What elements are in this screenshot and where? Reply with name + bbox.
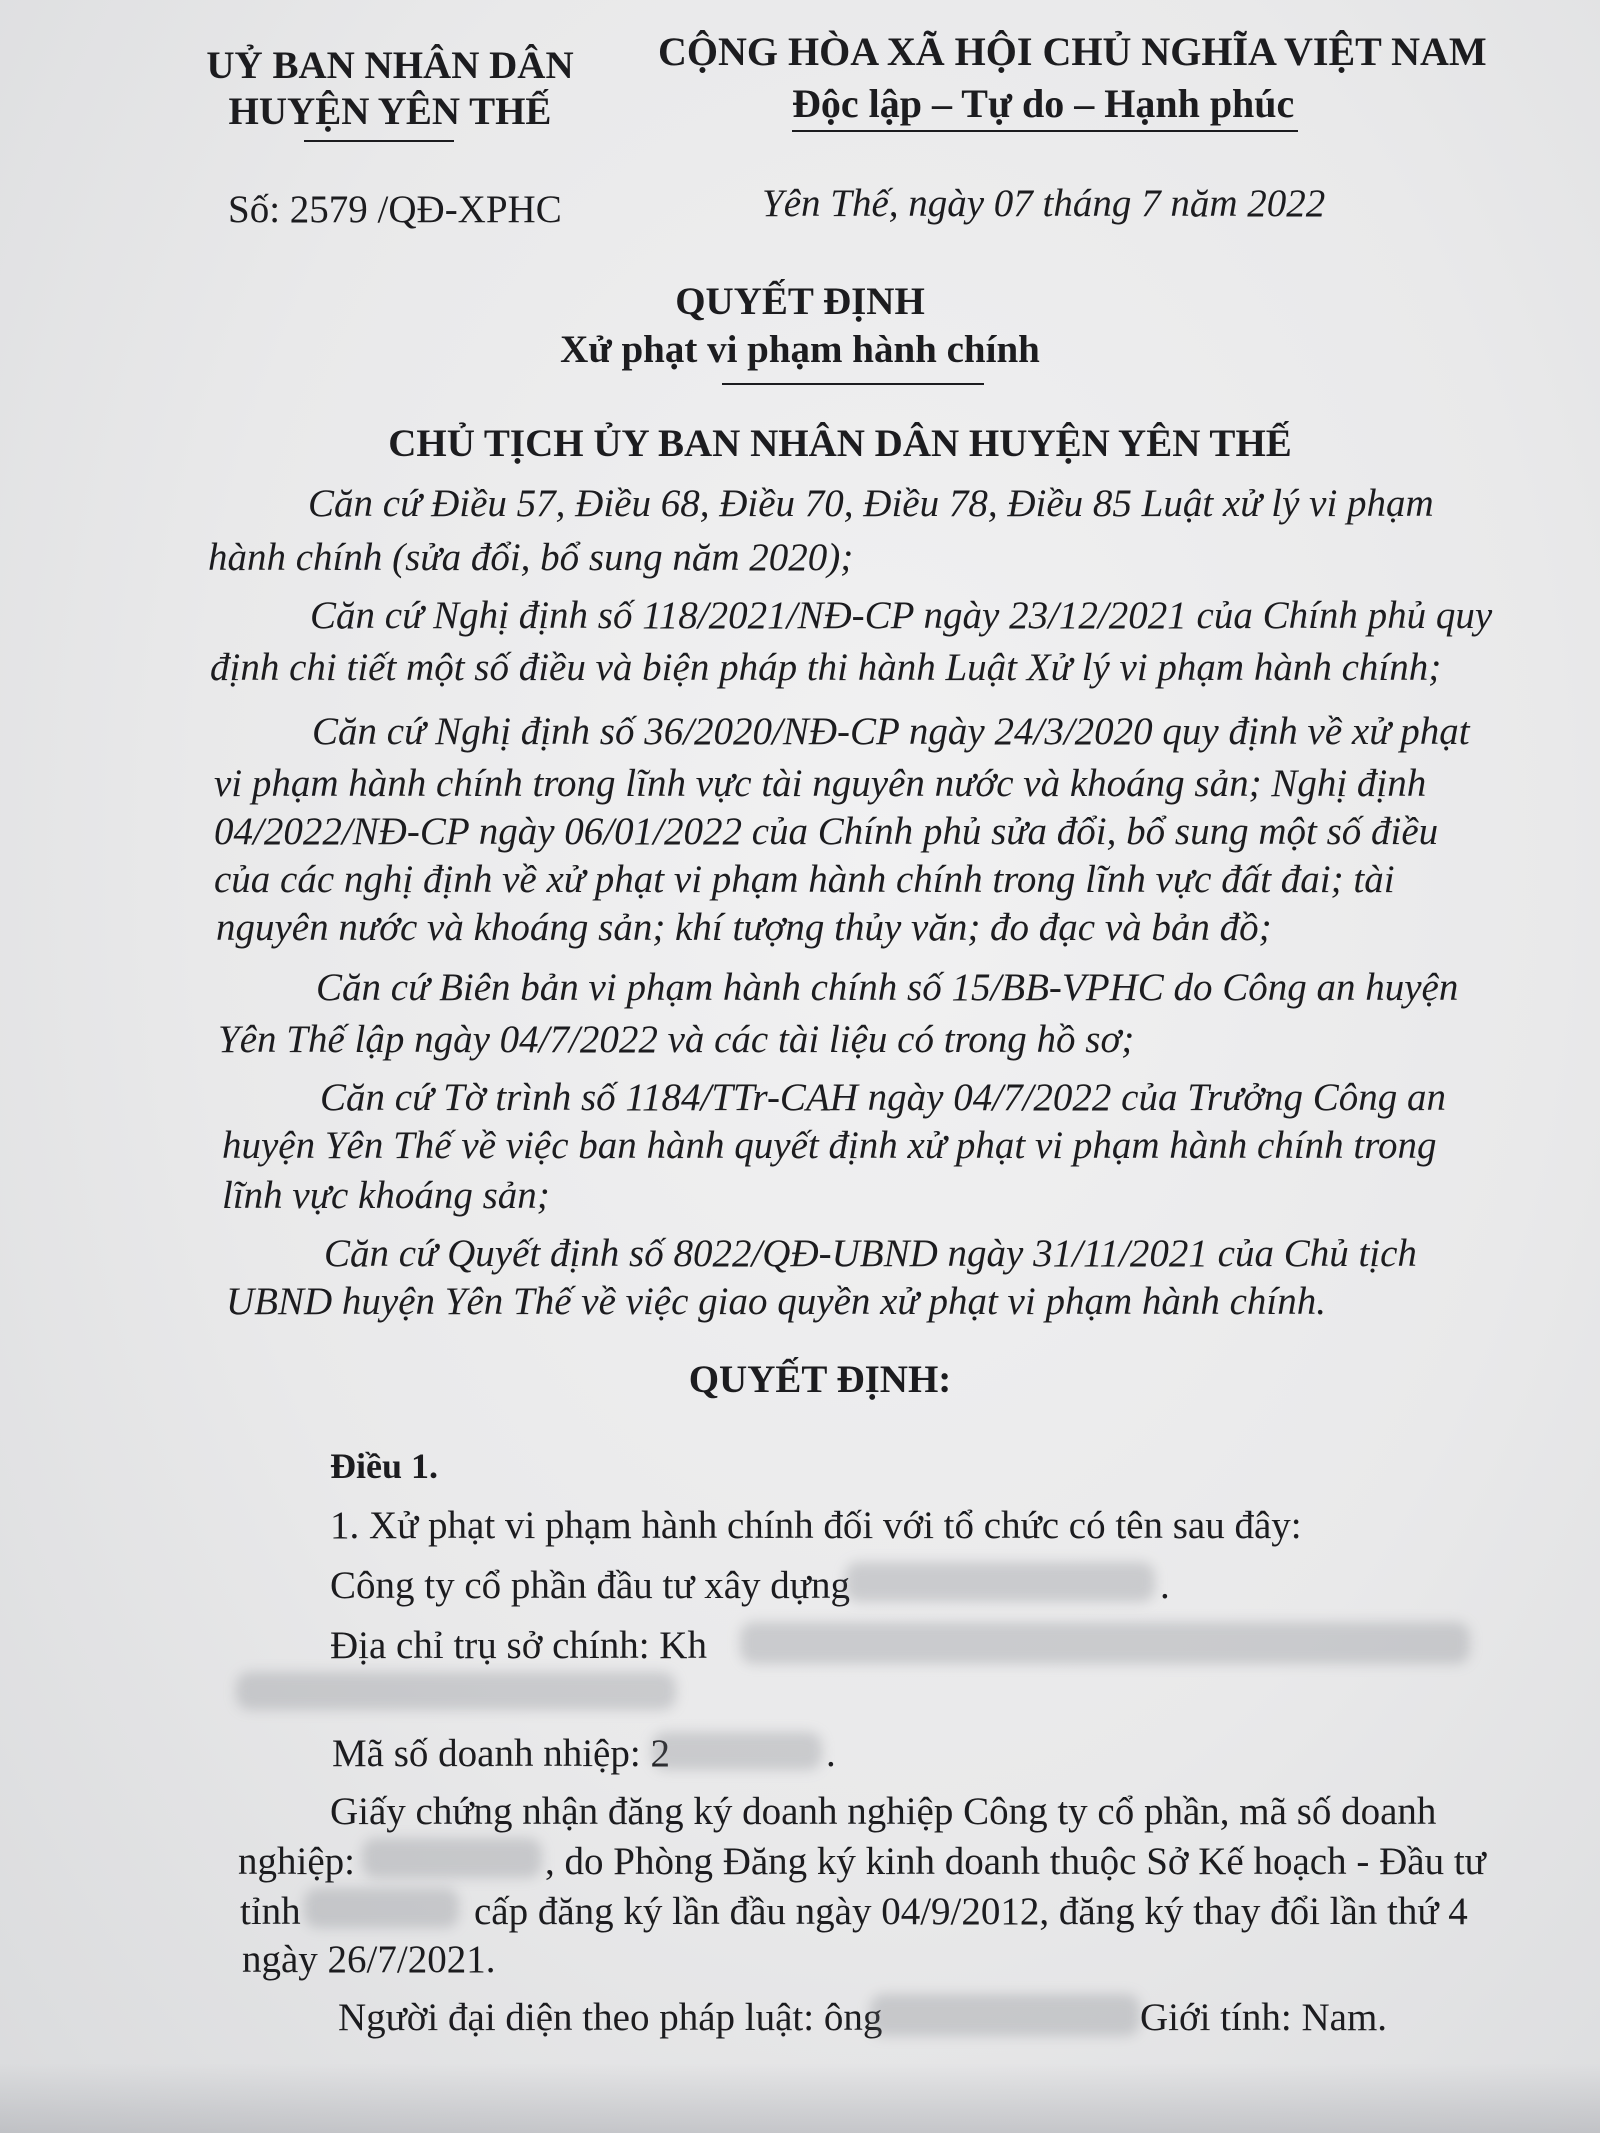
preamble-line: lĩnh vực khoáng sản; [222,1174,550,1217]
redacted-cert-code [362,1838,542,1878]
redacted-company-name [845,1562,1155,1602]
preamble-line: Căn cứ Nghị định số 36/2020/NĐ-CP ngày 24/3/2020 quy định về xử phạt [312,710,1470,753]
preamble-line: UBND huyện Yên Thế về việc giao quyền xử phạt vi phạm hành chính. [226,1280,1326,1323]
nation-line1: CỘNG HÒA XÃ HỘI CHỦ NGHĨA VIỆT NAM [658,29,1487,74]
place-date: Yên Thế, ngày 07 tháng 7 năm 2022 [762,182,1326,225]
company-label: Công ty cổ phần đầu tư xây dựng [330,1564,850,1607]
agency-line1: UỶ BAN NHÂN DÂN [206,44,574,87]
preamble-line: Căn cứ Quyết định số 8022/QĐ-UBND ngày 31/11/2021 của Chủ tịch [324,1232,1417,1275]
company-period: . [1160,1564,1170,1607]
rep-label: Người đại diện theo pháp luật: ông [338,1996,883,2039]
preamble-line: của các nghị định về xử phạt vi phạm hành chính trong lĩnh vực đất đai; tài [214,858,1395,901]
doc-subtitle: Xử phạt vi phạm hành chính [560,328,1040,371]
redacted-rep-name [870,1994,1140,2036]
agency-underline [304,140,454,142]
rep-gender: Giới tính: Nam. [1140,1996,1388,2039]
address-label: Địa chỉ trụ sở chính: Kh [330,1624,707,1667]
nation-underline [792,130,1298,132]
preamble-line: định chi tiết một số điều và biện pháp thi hành Luật Xử lý vi phạm hành chính; [210,646,1442,689]
preamble-line: Căn cứ Tờ trình số 1184/TTr-CAH ngày 04/7/2022 của Trưởng Công an [320,1076,1447,1119]
decision-heading: QUYẾT ĐỊNH: [688,1358,952,1401]
preamble-line: nguyên nước và khoáng sản; khí tượng thủy văn; đo đạc và bản đồ; [216,906,1272,949]
cert-line: Giấy chứng nhận đăng ký doanh nghiệp Công ty cổ phần, mã số doanh [330,1790,1437,1833]
cert-line: , do Phòng Đăng ký kinh doanh thuộc Sở Kế hoạch - Đầu tư [545,1840,1486,1883]
doc-title: QUYẾT ĐỊNH [675,280,925,323]
title-underline [722,383,984,385]
preamble-line: huyện Yên Thế về việc ban hành quyết định xử phạt vi phạm hành chính trong [222,1124,1437,1167]
article1-heading: Điều 1. [330,1446,438,1486]
issuer-title: CHỦ TỊCH ỦY BAN NHÂN DÂN HUYỆN YÊN THẾ [388,422,1292,465]
preamble-line: Căn cứ Điều 57, Điều 68, Điều 70, Điều 78, Điều 85 Luật xử lý vi phạm [308,482,1434,525]
preamble-line: 04/2022/NĐ-CP ngày 06/01/2022 của Chính phủ sửa đổi, bổ sung một số điều [214,810,1439,853]
cert-line: cấp đăng ký lần đầu ngày 04/9/2012, đăng ký thay đổi lần thứ 4 [474,1890,1468,1933]
cert-line: nghiệp: [238,1840,355,1883]
cert-line: tỉnh [240,1890,301,1933]
page-bottom-shadow [0,2063,1600,2133]
cert-line: ngày 26/7/2021. [242,1938,496,1981]
nation-line2: Độc lập – Tự do – Hạnh phúc [792,81,1295,126]
preamble-line: Căn cứ Nghị định số 118/2021/NĐ-CP ngày 23/12/2021 của Chính phủ quy [310,594,1493,637]
agency-line2: HUYỆN YÊN THẾ [228,90,552,133]
redacted-business-code [652,1732,822,1770]
business-code-label: Mã số doanh nhiệp: 2 [332,1732,670,1775]
article1-item1: 1. Xử phạt vi phạm hành chính đối với tổ chức có tên sau đây: [330,1504,1302,1547]
preamble-line: hành chính (sửa đổi, bổ sung năm 2020); [208,536,854,579]
doc-number: Số: 2579 /QĐ-XPHC [228,188,562,231]
redacted-address [740,1622,1470,1664]
redacted-address-line2 [236,1672,676,1710]
preamble-line: vi phạm hành chính trong lĩnh vực tài nguyên nước và khoáng sản; Nghị định [214,762,1427,805]
business-code-period: . [826,1732,836,1775]
redacted-province [304,1888,459,1928]
preamble-line: Căn cứ Biên bản vi phạm hành chính số 15/BB-VPHC do Công an huyện [316,966,1459,1009]
preamble-line: Yên Thế lập ngày 04/7/2022 và các tài liệu có trong hồ sơ; [218,1018,1135,1061]
